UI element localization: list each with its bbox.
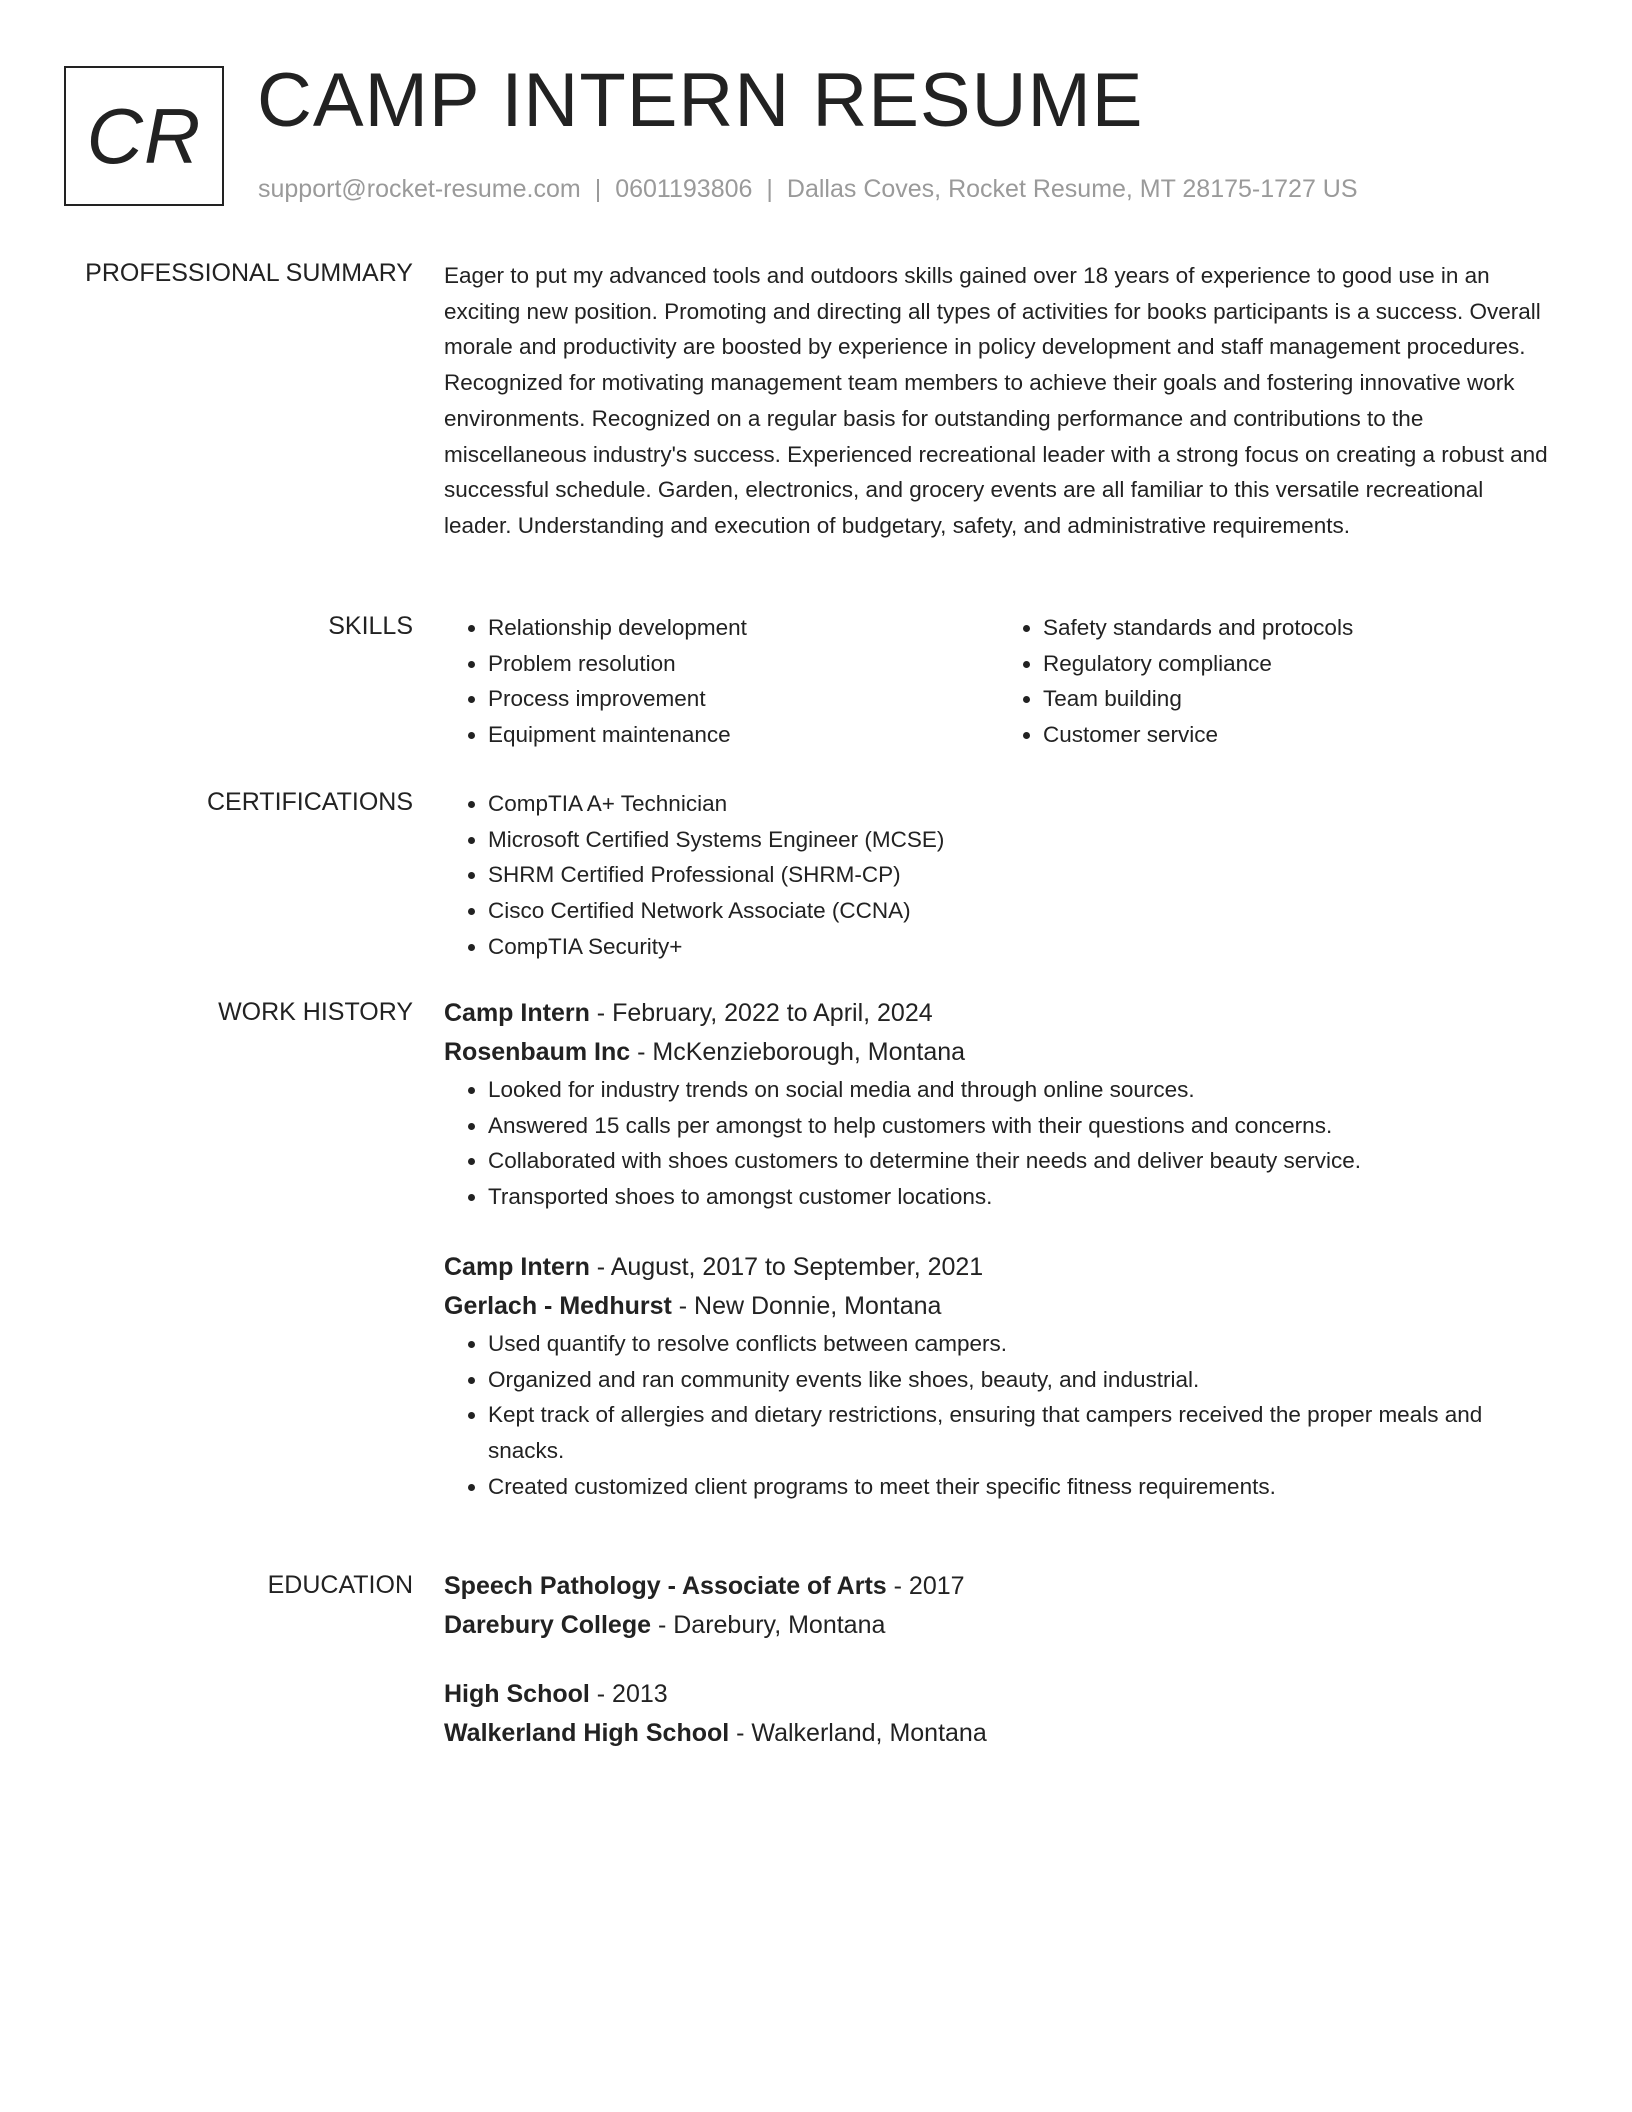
education-entry: [444, 1675, 1554, 1753]
education-degree-line: [444, 1567, 1554, 1606]
section-label-work-history: WORK HISTORY: [218, 998, 413, 1026]
job-bullet: • Organized and ran community events like shoes, beauty, and industrial.: [488, 1362, 1554, 1398]
job-title: Camp Intern: [444, 1252, 590, 1281]
skill-item: • Relationship development: [488, 610, 999, 646]
education-school: Darebury College: [444, 1611, 652, 1639]
skill-item: • Problem resolution: [488, 646, 999, 682]
education-degree-line: [444, 1675, 1554, 1714]
job-bullets: [444, 1072, 1554, 1215]
job-dates: - August, 2017 to September, 2021: [589, 1252, 984, 1281]
certification-item: • Cisco Certified Network Associate (CCNA): [488, 893, 1554, 929]
job-dates: - February, 2022 to April, 2024: [589, 999, 933, 1027]
section-label-skills: SKILLS: [328, 612, 413, 640]
skill-item: • Equipment maintenance: [488, 717, 999, 753]
job-company: Rosenbaum Inc: [444, 1038, 631, 1066]
job-location: - New Donnie, Montana: [671, 1291, 942, 1320]
contact-phone[interactable]: 0601193806: [615, 175, 753, 203]
job-title: Camp Intern: [444, 999, 590, 1027]
job-bullets: [444, 1326, 1554, 1505]
education-school-line: [444, 1714, 1554, 1753]
job-company-line: [444, 1033, 1554, 1072]
job-entry: [444, 1248, 1554, 1505]
job-bullet: • Transported shoes to amongst customer locations.: [488, 1179, 1554, 1215]
skills-list-left: [444, 610, 999, 753]
job-bullet: • Looked for industry trends on social media and through online sources.: [488, 1072, 1554, 1108]
job-title-line: [444, 994, 1554, 1033]
resume-title: CAMP INTERN RESUME: [257, 58, 1144, 143]
job-bullet: • Collaborated with shoes customers to determine their needs and deliver beauty service.: [488, 1143, 1554, 1179]
summary-text: Eager to put my advanced tools and outdoors skills gained over 18 years of experience to good use in an exciting new position. Promoting and directing all types of activities for books participants is a success. Overall morale and productivity are boosted by experience in policy development and staff management procedures. Recognized for motivating management team members to achieve their goals and fostering innovative work environments. Recognized on a regular basis for outstanding performance and contributions to the miscellaneous industry's success. Experienced recreational leader with a strong focus on creating a robust and successful schedule. Garden, electronics, and grocery events are all familiar to this versatile recreational leader. Understanding and execution of budgetary, safety, and administrative requirements.: [444, 263, 1548, 538]
skill-item: • Customer service: [1043, 717, 1554, 753]
skills-list-right: [999, 610, 1554, 753]
job-bullet: • Used quantify to resolve conflicts between campers.: [488, 1326, 1554, 1362]
section-label-summary: PROFESSIONAL SUMMARY: [85, 259, 413, 287]
contact-separator: |: [594, 175, 602, 203]
job-company: Gerlach - Medhurst: [444, 1291, 672, 1320]
contact-address: Dallas Coves, Rocket Resume, MT 28175-1727 US: [786, 175, 1358, 203]
monogram-logo: [64, 66, 224, 206]
certification-item: • CompTIA Security+: [488, 929, 1554, 965]
certification-item: • SHRM Certified Professional (SHRM-CP): [488, 857, 1554, 893]
education-school-line: [444, 1606, 1554, 1645]
skill-item: • Regulatory compliance: [1043, 646, 1554, 682]
job-company-line: [444, 1287, 1554, 1326]
education-year: - 2017: [886, 1572, 965, 1600]
certification-item: • CompTIA A+ Technician: [488, 786, 1554, 822]
education-degree: High School: [444, 1680, 590, 1708]
job-bullet: • Created customized client programs to meet their specific fitness requirements.: [488, 1469, 1554, 1505]
education-degree: Speech Pathology - Associate of Arts: [444, 1572, 887, 1600]
job-location: - McKenzieborough, Montana: [630, 1038, 966, 1066]
job-bullet: • Answered 15 calls per amongst to help customers with their questions and concerns.: [488, 1108, 1554, 1144]
monogram-text: CR: [86, 91, 202, 180]
skill-item: • Safety standards and protocols: [1043, 610, 1554, 646]
education-year: - 2013: [589, 1680, 668, 1708]
section-label-certifications: CERTIFICATIONS: [206, 788, 413, 816]
contact-separator: |: [766, 175, 773, 203]
skill-item: • Team building: [1043, 681, 1554, 717]
job-bullet: • Kept track of allergies and dietary restrictions, ensuring that campers received the proper meals and snacks.: [488, 1397, 1554, 1468]
contact-line: [258, 174, 1358, 204]
skill-item: • Process improvement: [488, 681, 999, 717]
skills-grid: [444, 610, 1554, 753]
education-location: - Darebury, Montana: [651, 1611, 886, 1639]
education-location: - Walkerland, Montana: [729, 1719, 987, 1747]
education-entry: [444, 1567, 1554, 1645]
certifications-list: [444, 786, 1554, 965]
job-entry: [444, 994, 1554, 1215]
certification-item: • Microsoft Certified Systems Engineer (MCSE): [488, 822, 1554, 858]
contact-email[interactable]: support@rocket-resume.com: [258, 175, 581, 203]
job-title-line: [444, 1248, 1554, 1287]
section-label-education: EDUCATION: [267, 1571, 413, 1599]
education-school: Walkerland High School: [444, 1719, 730, 1747]
